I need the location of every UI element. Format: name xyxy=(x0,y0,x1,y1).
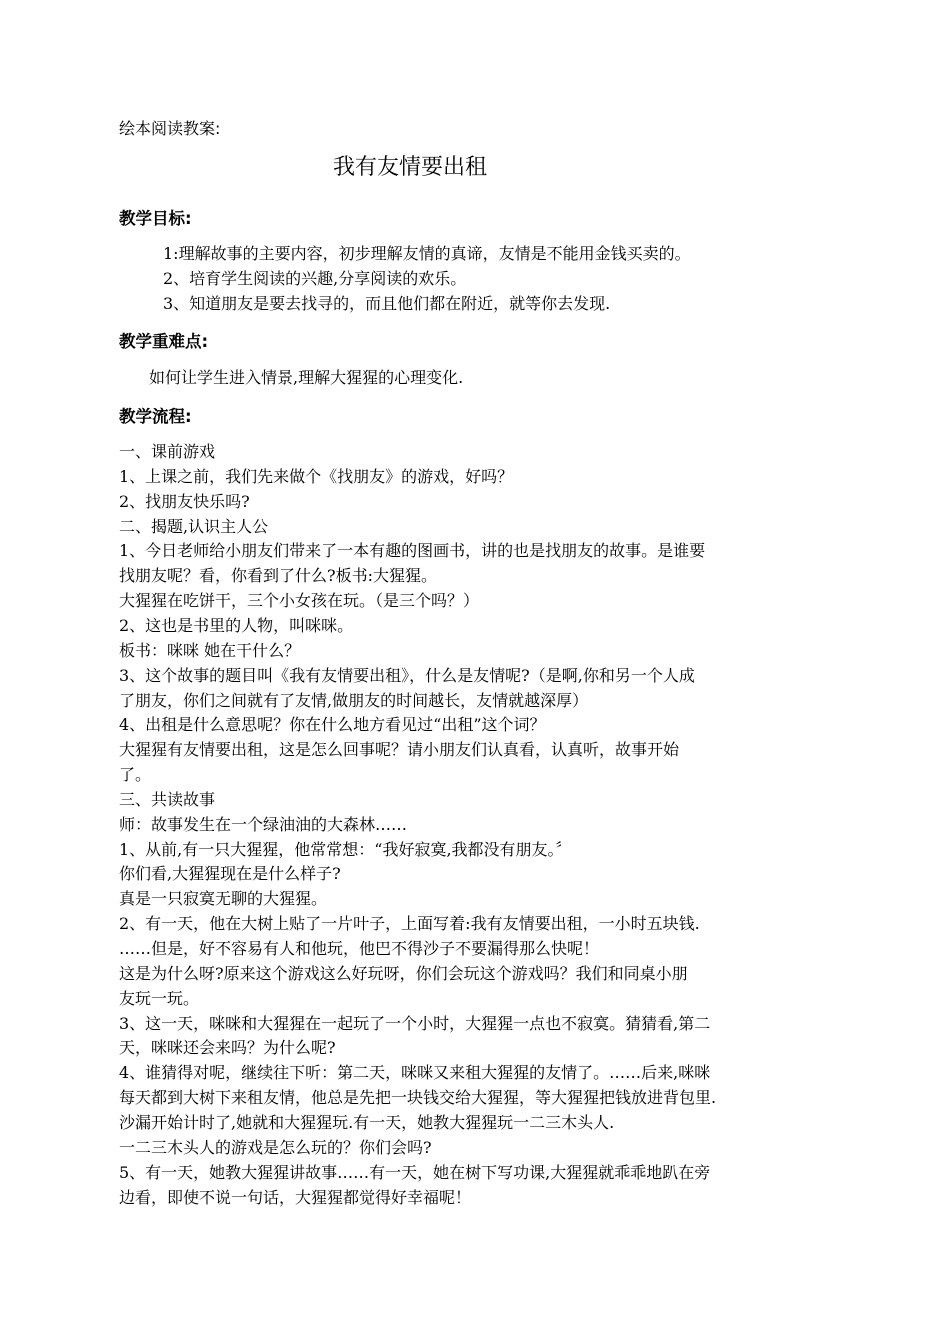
process-line: 2、这也是书里的人物，叫咪咪。 xyxy=(119,616,354,635)
goal-item: 1:理解故事的主要内容，初步理解友情的真谛，友情是不能用金钱买卖的。 xyxy=(163,244,691,263)
goals-heading: 教学目标: xyxy=(119,209,192,228)
process-line: 真是一只寂寞无聊的大猩猩。 xyxy=(119,889,328,908)
difficulty-text: 如何让学生进入情景,理解大猩猩的心理变化. xyxy=(149,368,464,387)
process-line: 了朋友，你们之间就有了友情,做朋友的时间越长，友情就越深厚） xyxy=(119,691,589,710)
process-line: 大猩猩在吃饼干，三个小女孩在玩。（是三个吗？） xyxy=(119,591,480,610)
process-line: 师：故事发生在一个绿油油的大森林…… xyxy=(119,815,408,834)
goal-item: 3、知道朋友是要去找寻的，而且他们都在附近，就等你去发现. xyxy=(163,294,611,313)
process-heading: 教学流程: xyxy=(119,407,192,426)
page-title: 我有友情要出租 xyxy=(332,155,487,180)
process-line: 1、从前,有一只大猩猩，他常常想：“我好寂寞,我都没有朋友。〞 xyxy=(119,840,572,859)
process-line: 边看，即使不说一句话，大猩猩都觉得好幸福呢！ xyxy=(119,1188,472,1207)
difficulty-heading: 教学重难点: xyxy=(119,332,209,351)
process-line: 板书：咪咪 她在干什么？ xyxy=(119,641,301,660)
process-line: 三、共读故事 xyxy=(119,790,216,809)
process-line: 4、谁猜得对呢，继续往下听：第二天，咪咪又来租大猩猩的友情了。……后来,咪咪 xyxy=(119,1063,711,1082)
process-line: 1、上课之前，我们先来做个《找朋友》的游戏，好吗？ xyxy=(119,467,514,486)
process-line: 1、今日老师给小朋友们带来了一本有趣的图画书，讲的也是找朋友的故事。是谁要 xyxy=(119,541,706,560)
process-line: 沙漏开始计时了,她就和大猩猩玩.有一天，她教大猩猩玩一二三木头人. xyxy=(119,1113,615,1132)
process-line: 二、揭题,认识主人公 xyxy=(119,517,269,536)
process-line: 3、这个故事的题目叫《我有友情要出租》，什么是友情呢?（是啊,你和另一个人成 xyxy=(119,666,695,685)
process-line: ……但是，好不容易有人和他玩，他巴不得沙子不要漏得那么快呢！ xyxy=(119,939,600,958)
process-line: 友玩一玩。 xyxy=(119,989,200,1008)
process-line: 天，咪咪还会来吗？为什么呢? xyxy=(119,1038,336,1057)
process-line: 这是为什么呀?原来这个游戏这么好玩呀，你们会玩这个游戏吗？我们和同桌小朋 xyxy=(119,964,688,983)
process-line: 2、找朋友快乐吗? xyxy=(119,492,250,511)
process-line: 3、这一天，咪咪和大猩猩在一起玩了一个小时，大猩猩一点也不寂寞。猜猜看,第二 xyxy=(119,1014,711,1033)
process-line: 2、有一天，他在大树上贴了一片叶子，上面写着:我有友情要出租，一小时五块钱. xyxy=(119,914,700,933)
process-line: 找朋友呢？看，你看到了什么?板书:大猩猩。 xyxy=(119,566,437,585)
process-line: 4、出租是什么意思呢？你在什么地方看见过“出租”这个词？ xyxy=(119,715,546,734)
process-line: 一二三木头人的游戏是怎么玩的？你们会吗? xyxy=(119,1138,432,1157)
process-line: 每天都到大树下来租友情，他总是先把一块钱交给大猩猩，等大猩猩把钱放进背包里. xyxy=(119,1088,717,1107)
process-line: 你们看,大猩猩现在是什么样子? xyxy=(119,864,341,883)
goal-item: 2、培育学生阅读的兴趣,分享阅读的欢乐。 xyxy=(163,269,467,288)
process-line: 了。 xyxy=(119,765,152,784)
process-line: 一、课前游戏 xyxy=(119,442,216,461)
process-line: 大猩猩有友情要出租，这是怎么回事呢？请小朋友们认真看，认真听，故事开始 xyxy=(119,740,680,759)
process-line: 5、有一天，她教大猩猩讲故事……有一天，她在树下写功课,大猩猩就乖乖地趴在旁 xyxy=(119,1163,711,1182)
document-type-label: 绘本阅读教案: xyxy=(119,119,221,138)
